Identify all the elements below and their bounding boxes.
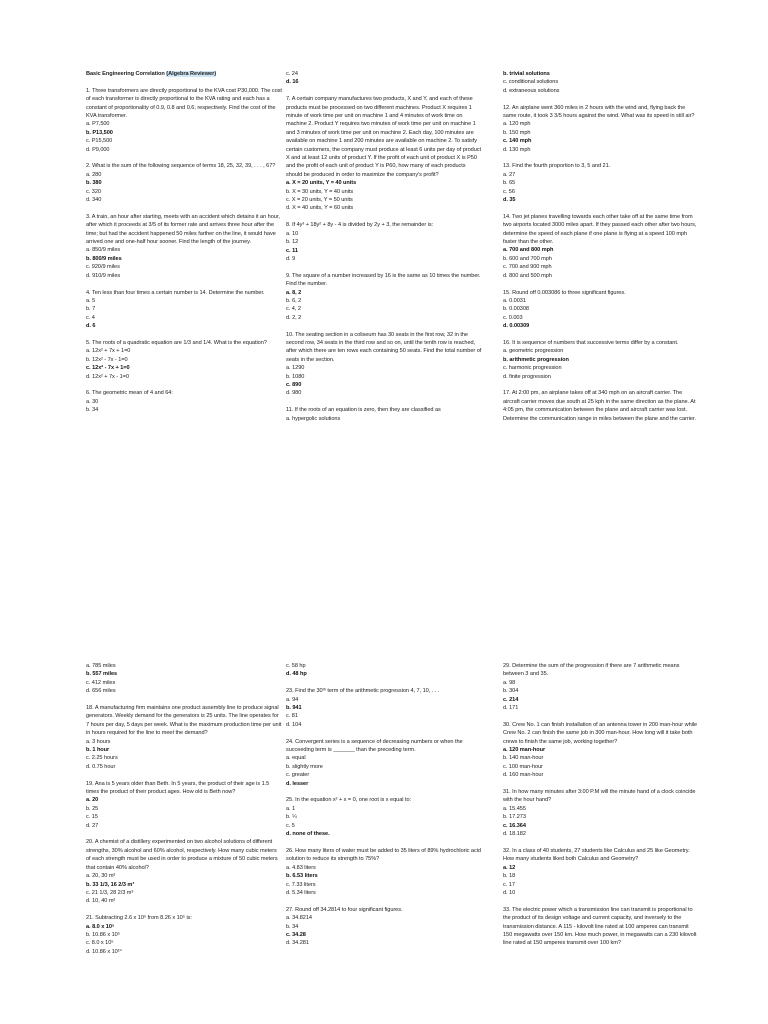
answer-option: b. 34 bbox=[86, 407, 99, 414]
answer-option: a. 785 miles bbox=[86, 663, 116, 669]
answer-option: b. 600 and 700 mph bbox=[503, 255, 552, 262]
answer-option: c. 5 bbox=[286, 822, 295, 829]
answer-option: b. 140 man-hour bbox=[503, 755, 544, 762]
answer-option: b. 12 bbox=[286, 239, 299, 246]
answer-option-correct: c. 12x² - 7x + 1=0 bbox=[86, 365, 130, 372]
answer-option: b. 6, 2 bbox=[286, 297, 302, 304]
question-text: 14. Two jet planes travelling towards each other take off at the same time from two airports located 3000 miles apart. If they passed each other after two hours, determine the speed of each plane if one plane is flying at a speed 100 mph faster than the other. bbox=[503, 213, 697, 246]
answer-option-correct: b. 380 bbox=[86, 180, 102, 187]
answer-option-correct: a. X = 20 units, Y = 40 units bbox=[286, 180, 357, 187]
question-text: 21. Subtracting 2.6 x 10⁵ from 8.26 x 10⁵ is: bbox=[86, 915, 192, 922]
question-q4 bbox=[86, 289, 282, 331]
answer-option: c. harmonic progression bbox=[503, 365, 562, 372]
answer-option: c. 17 bbox=[503, 881, 515, 888]
question-q15 bbox=[503, 289, 699, 331]
answer-option-correct: c. 214 bbox=[503, 696, 519, 703]
top-column-2 bbox=[286, 70, 482, 431]
question-text: 15. Round off 0.003086 to three significant figures. bbox=[503, 289, 626, 296]
answer-option: a. 98 bbox=[503, 679, 516, 686]
answer-option: a. 3 hours bbox=[86, 738, 111, 745]
answer-option: c. 56 bbox=[503, 188, 515, 195]
answer-option-correct: a. 120 man-hour bbox=[503, 747, 546, 754]
answer-option: b. 34 bbox=[286, 923, 299, 930]
answer-option: a. geometric progression bbox=[503, 348, 564, 355]
answer-option: c. 100 man-hour bbox=[503, 763, 543, 770]
question-text: 10. The seating section in a coliseum has 30 seats in the first row, 32 in the second row, 34 seats in the third row and so on, until the tenth row is reached, after which there are ten rows each containing 50 seats. Find the total number of seats in the section. bbox=[286, 331, 482, 363]
answer-option-correct: a. 20 bbox=[86, 797, 99, 804]
question-text: 9. The square of a number increased by 16 is the same as 10 times the number. Find the number. bbox=[286, 272, 481, 288]
answer-option: c. 2.25 hours bbox=[86, 755, 118, 762]
answer-option: a. 20, 30 m³ bbox=[86, 873, 116, 880]
top-column-1 bbox=[86, 70, 282, 423]
question-text: 8. If 4y³ + 18y² + 8y - 4 is divided by 2y + 3, the remainder is: bbox=[286, 222, 434, 229]
question-text: 19. Ana is 5 years older than Beth. In 5 years, the product of their age is 1.5 times the product of their product ages. How old is Beth now? bbox=[86, 780, 270, 796]
answer-option: d. finite progression bbox=[503, 373, 551, 380]
question-q17 bbox=[503, 389, 699, 423]
question-q31 bbox=[503, 788, 699, 838]
answer-option: b. 12x² - 7x - 1=0 bbox=[86, 356, 128, 363]
answer-option: b. 65 bbox=[503, 180, 516, 187]
question-q30 bbox=[503, 721, 699, 780]
answer-option: d. 10.86 x 10¹⁰ bbox=[86, 948, 122, 955]
answer-option-correct: a. 700 and 800 mph bbox=[503, 247, 554, 254]
question-q1 bbox=[86, 87, 282, 154]
answer-option: b. 304 bbox=[503, 688, 519, 695]
question-q29 bbox=[503, 662, 699, 712]
question-list bbox=[286, 662, 482, 948]
question-list bbox=[86, 87, 282, 415]
answer-option: d. 340 bbox=[86, 197, 102, 204]
answer-option-correct: c. 16.364 bbox=[503, 822, 526, 829]
answer-option: b. 7 bbox=[86, 306, 96, 313]
question-q33 bbox=[503, 906, 699, 948]
answer-option: b. 18 bbox=[503, 873, 516, 880]
answer-option: c. 58 hp bbox=[286, 663, 306, 669]
answer-option-correct: b. 800/9 miles bbox=[86, 255, 122, 262]
answer-option: d. 10 bbox=[503, 889, 516, 896]
question-text: 25. In the equation x² + x = 0, one root is x equal to: bbox=[286, 797, 412, 804]
answer-option: c. 700 and 900 mph bbox=[503, 264, 552, 271]
answer-option-correct: b. 33 1/3, 16 2/3 m³ bbox=[86, 881, 135, 888]
answer-option-correct: d. lesser bbox=[286, 780, 309, 787]
answer-option: a. 27 bbox=[503, 171, 516, 178]
question-q21 bbox=[86, 914, 282, 956]
answer-option: a. 1290 bbox=[286, 365, 305, 372]
answer-option: d. 0.75 hour bbox=[86, 763, 116, 770]
answer-option: d. 10, 40 m³ bbox=[86, 898, 116, 905]
answer-option: b. 25 bbox=[86, 805, 99, 812]
answer-option-correct: b. 557 miles bbox=[86, 671, 118, 678]
answer-option: a. 120 mph bbox=[503, 121, 531, 128]
question-q2 bbox=[86, 162, 282, 204]
question-q8 bbox=[286, 221, 482, 263]
question-text: 20. A chemist of a distillery experimented on two alcohol solutions of different strengths, 30% alcohol and 60% alcohol, respectively. How many cubic meters of each strength must be used in order to produce a mixture of 50 cubic meters that contain 40% alcohol? bbox=[86, 839, 278, 871]
answer-option: b. 10.86 x 10⁵ bbox=[86, 931, 120, 938]
question-text: 6. The geometric mean of 4 and 64: bbox=[86, 390, 173, 397]
answer-option: c. X = 20 units, Y = 50 units bbox=[286, 197, 353, 204]
question-text: 3. A train, an hour after starting, meets with an accident which detains it an hour, after which it proceeds at 3/5 of its former rate and arrives three hour after the time; but had the accident happened 50 miles farther on the line, it would have arrived one and one-half hour sooner. Find the length of the journey. bbox=[86, 213, 280, 246]
question-list bbox=[503, 662, 699, 948]
answer-option: b. 17.273 bbox=[503, 814, 526, 821]
answer-option: b. ¼ bbox=[286, 814, 297, 821]
answer-option: a. 4.83 liters bbox=[286, 864, 316, 871]
answer-option: a. P7,500 bbox=[86, 121, 110, 128]
question-text: 16. It is sequence of numbers that successive terms differ by a constant. bbox=[503, 339, 679, 346]
answer-option: d. 34.281 bbox=[286, 940, 309, 947]
question-text: 33. The electric power which a transmission line can transmit is proportional to the product of its design voltage and current capacity, and inversely to the transmission distance. A 115 - kilovolt line rated at 100 amperes can transmit 150 megawatts over 150 km. How much power, in megawatts can a 230 kilovolt line rated at 150 amperes transmit over 100 km? bbox=[503, 906, 697, 947]
question-list bbox=[286, 70, 482, 423]
question-q16 bbox=[503, 339, 699, 381]
answer-option: c. 4 bbox=[86, 314, 95, 321]
question-q27 bbox=[286, 906, 482, 948]
answer-option: c. 0.003 bbox=[503, 314, 523, 321]
answer-option: b. X = 30 units, Y = 40 units bbox=[286, 188, 354, 195]
document-title bbox=[86, 70, 282, 78]
question-text: 29. Determine the sum of the progression if there are 7 arithmetic means between 3 and 35. bbox=[503, 663, 680, 678]
answer-option-correct: b. 1 hour bbox=[86, 747, 110, 754]
answer-option: d. extraneous solutions bbox=[503, 87, 560, 94]
answer-option-correct: d. 0.00309 bbox=[503, 323, 530, 330]
title-text: Basic Engineering Correlation bbox=[86, 71, 165, 77]
question-text: 17. At 2:00 pm, an airplane takes off at 340 mph on an aircraft carrier. The aircraft carrier moves due south at 25 kph in the same direction as the plane. At 4:05 pm, the communication between the plane and aircraft carrier was lost. Determine the communication range in miles between the plane and the carrier. bbox=[503, 390, 696, 422]
answer-option: c. 81 bbox=[286, 713, 298, 720]
answer-option: d. 18.182 bbox=[503, 831, 526, 838]
answer-option: c. 24 bbox=[286, 71, 298, 77]
answer-option: a. 5 bbox=[86, 297, 96, 304]
answer-option: d. 800 and 500 mph bbox=[503, 272, 552, 279]
question-text: 12. An airplane went 360 miles in 2 hours with the wind and, flying back the same route, it took 3 3/5 hours against the wind. What was its speed in still air? bbox=[503, 104, 695, 120]
question-q6c bbox=[286, 70, 482, 87]
question-text: 24. Convergent series is a sequence of decreasing numbers or when the succeeding term is _______ than the preceding term. bbox=[286, 738, 463, 754]
answer-option-correct: b. trivial solutions bbox=[503, 71, 550, 77]
question-q11 bbox=[286, 406, 482, 423]
question-list bbox=[503, 70, 699, 423]
question-q19 bbox=[86, 780, 282, 830]
answer-option: c. 412 miles bbox=[86, 679, 116, 686]
answer-option: d. P9,000 bbox=[86, 146, 110, 153]
answer-option: c. 8.0 x 10⁵ bbox=[86, 940, 114, 947]
question-text: 13. Find the fourth proportion to 3, 5 and 21. bbox=[503, 163, 611, 170]
question-q6 bbox=[86, 389, 282, 414]
question-q32 bbox=[503, 847, 699, 897]
answer-option: b. slightly more bbox=[286, 763, 323, 770]
answer-option: c. conditional solutions bbox=[503, 79, 559, 86]
answer-option: c. 4, 2 bbox=[286, 306, 301, 313]
question-q7 bbox=[286, 95, 482, 213]
question-text: 7. A certain company manufactures two products, X and Y, and each of these products must be processed on two different machines. Product X requires 1 minute of work time per unit on machine 1 and 4 minutes of work time on machine 2. Product Y requires two minutes of work time per unit on machine 1 and 3 minutes of work time per unit on machine 2. Each day, 100 minutes are available on machine 1 and 200 minutes are available on machine 2. To satisfy certain customers, the company must produce at least 6 units per day of product X and at least 12 units of product Y. If the profit of each unit of product X is P50 and the profit of each unit of product Y is P60, how many of each products should be produced in order to maximize the company's profit? bbox=[286, 96, 482, 178]
bottom-column-1 bbox=[86, 662, 282, 965]
top-column-3 bbox=[503, 70, 699, 431]
answer-option-correct: b. 941 bbox=[286, 705, 302, 712]
question-text: 18. A manufacturing firm maintains one product assembly line to produce signal generators. Weekly demand for the generators is 25 units. The line operates for 7 hours per day, 5 days per week. What is the maximum production time per unit in hours required for the line to meet the demand? bbox=[86, 705, 282, 737]
question-q23 bbox=[286, 687, 482, 729]
question-text: 26. How many liters of water must be added to 35 liters of 89% hydrochloric acid solution to reduce its strength to 75%? bbox=[286, 847, 481, 863]
answer-option: b. 1080 bbox=[286, 373, 305, 380]
answer-option: d. 656 miles bbox=[86, 688, 116, 695]
question-q18 bbox=[86, 704, 282, 771]
question-text: 2. What is the sum of the following sequence of terms 18, 25, 32, 39, . . . , 67? bbox=[86, 163, 276, 170]
answer-option-correct: b. arithmetic progression bbox=[503, 356, 569, 363]
answer-option-correct: b. P13,500 bbox=[86, 129, 113, 136]
answer-option: d. 12x² + 7x - 1=0 bbox=[86, 373, 129, 380]
answer-option: d. 171 bbox=[503, 705, 519, 712]
question-text: 32. In a class of 40 students, 27 students like Calculus and 25 like Geometry. How many students liked both Calculus and Geometry? bbox=[503, 847, 690, 863]
answer-option-correct: a. 8, 2 bbox=[286, 289, 302, 296]
answer-option: d. 5.34 liters bbox=[286, 889, 316, 896]
question-q22c bbox=[286, 662, 482, 679]
question-text: 27. Round off 34.2814 to four significant figures. bbox=[286, 906, 403, 913]
question-text: 5. The roots of a quadratic equation are 1/3 and 1/4. What is the equation? bbox=[86, 339, 267, 346]
answer-option-correct: d. 35 bbox=[503, 197, 516, 204]
question-q11c bbox=[503, 70, 699, 95]
answer-option: a. 30 bbox=[86, 398, 99, 405]
answer-option-correct: d. 6 bbox=[86, 323, 96, 330]
answer-option-correct: b. 6.53 liters bbox=[286, 873, 318, 880]
question-text: 23. Find the 30ᵗʰ term of the arithmetic progression 4, 7, 10, . . . bbox=[286, 688, 440, 695]
question-text: 31. In how many minutes after 3:00 P.M will the minute hand of a clock coincide with the hour hand? bbox=[503, 789, 696, 804]
answer-option: b. 0.00308 bbox=[503, 306, 529, 313]
answer-option-correct: a. 12 bbox=[503, 864, 516, 871]
answer-option: a. equal bbox=[286, 755, 306, 762]
bottom-column-3 bbox=[503, 662, 699, 956]
question-q17c bbox=[86, 662, 282, 696]
answer-option: a. hypergolic solutions bbox=[286, 415, 341, 422]
answer-option: d. X = 40 units, Y = 60 units bbox=[286, 205, 354, 212]
answer-option-correct: c. 890 bbox=[286, 381, 302, 388]
answer-option: b. 150 mph bbox=[503, 129, 531, 136]
answer-option-correct: c. 11 bbox=[286, 247, 298, 254]
answer-option: d. 9 bbox=[286, 255, 296, 262]
answer-option: c. 7.33 liters bbox=[286, 881, 316, 888]
question-text: 4. Ten less than four times a certain number is 14. Determine the number. bbox=[86, 289, 265, 296]
answer-option: a. 1 bbox=[286, 805, 296, 812]
answer-option: c. 320 bbox=[86, 188, 101, 195]
answer-option: c. 15 bbox=[86, 814, 98, 821]
answer-option: d. 27 bbox=[86, 822, 99, 829]
question-text: 11. If the roots of an equation is zero, then they are classified as bbox=[286, 407, 441, 414]
question-q13 bbox=[503, 162, 699, 204]
answer-option: a. 34.8214 bbox=[286, 915, 312, 922]
answer-option: d. 130 mph bbox=[503, 146, 531, 153]
answer-option: a. 280 bbox=[86, 171, 102, 178]
answer-option: a. 10 bbox=[286, 230, 299, 237]
question-list bbox=[86, 662, 282, 956]
answer-option: d. 104 bbox=[286, 721, 302, 728]
answer-option-correct: a. 8.0 x 10⁵ bbox=[86, 923, 115, 930]
answer-option: a. 94 bbox=[286, 696, 299, 703]
question-q10 bbox=[286, 331, 482, 398]
question-q25 bbox=[286, 796, 482, 838]
answer-option: d. 160 man-hour bbox=[503, 772, 544, 779]
answer-option: a. 12x² + 7x + 1=0 bbox=[86, 348, 131, 355]
answer-option: d. 2, 2 bbox=[286, 314, 302, 321]
question-q14 bbox=[503, 213, 699, 280]
question-q9 bbox=[286, 272, 482, 322]
answer-option-correct: d. 16 bbox=[286, 79, 299, 86]
question-q5 bbox=[86, 339, 282, 381]
question-text: 30. Crew No. 1 can finish installation of an antenna tower in 200 man-hour while Crew No. 2 can finish the same job in 300 man-hour. How long will it take both crews to finish the same job, working together? bbox=[503, 721, 698, 745]
question-q3 bbox=[86, 213, 282, 280]
answer-option: a. 15.455 bbox=[503, 805, 526, 812]
answer-option-correct: d. none of these. bbox=[286, 831, 330, 838]
answer-option-correct: c. 140 mph bbox=[503, 138, 532, 145]
answer-option-correct: c. 34.28 bbox=[286, 931, 306, 938]
title-highlight: (Algebra Reviewer) bbox=[166, 71, 217, 77]
answer-option: a. 0.0031 bbox=[503, 297, 526, 304]
question-q20 bbox=[86, 838, 282, 905]
question-text: 1. Three transformers are directly proportional to the KVA cost P30,000. The cost of each transformer is directly proportional to the KVA rating and each has a constant of proportionality of 0.9, 0.8 and 0.6, respectively. Find the cost of the KVA transformer. bbox=[86, 87, 282, 120]
question-q24 bbox=[286, 738, 482, 788]
answer-option-correct: d. 48 hp bbox=[286, 671, 307, 678]
question-q26 bbox=[286, 847, 482, 897]
answer-option: a. 850/9 miles bbox=[86, 247, 121, 254]
answer-option: c. P15,500 bbox=[86, 138, 113, 145]
answer-option: c. greater bbox=[286, 772, 310, 779]
question-q12 bbox=[503, 104, 699, 154]
bottom-column-2 bbox=[286, 662, 482, 956]
answer-option: c. 920/9 miles bbox=[86, 264, 120, 271]
answer-option: d. 910/9 miles bbox=[86, 272, 121, 279]
answer-option: c. 21 1/3, 28 2/3 m³ bbox=[86, 889, 134, 896]
answer-option: d. 980 bbox=[286, 390, 302, 397]
